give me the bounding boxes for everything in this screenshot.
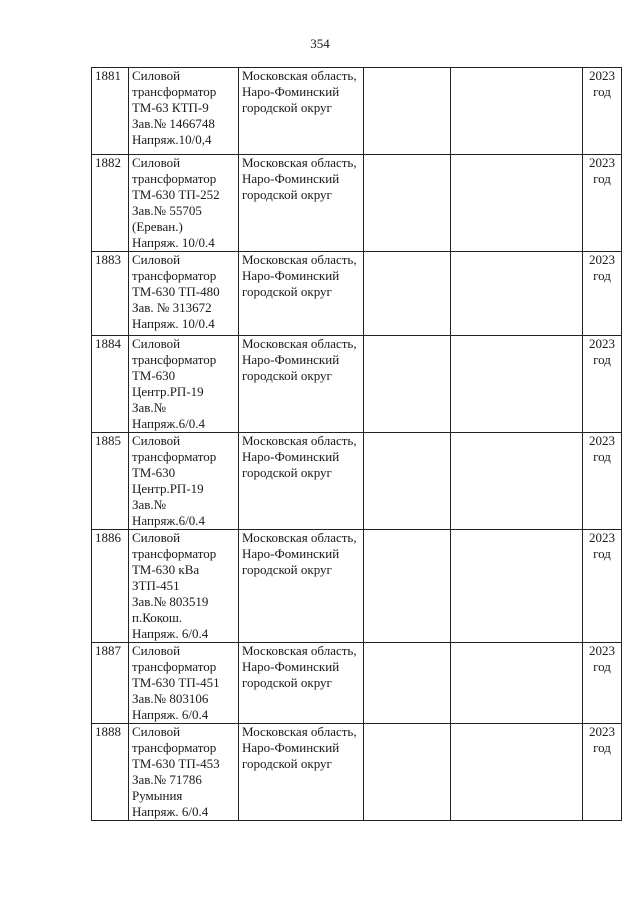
description-line: Напряж.6/0.4 <box>132 416 206 431</box>
table-row <box>92 724 622 821</box>
description-line: Напряж. 6/0.4 <box>132 707 209 722</box>
year-cell <box>583 433 622 530</box>
description-line: Напряж. 10/0.4 <box>132 316 215 331</box>
location-line: городской округ <box>242 465 332 480</box>
description-line: Силовой <box>132 530 181 545</box>
description-line: Силовой <box>132 433 181 448</box>
empty-cell <box>364 336 451 433</box>
empty-cell <box>364 643 451 724</box>
table-row <box>92 68 622 155</box>
table-row <box>92 643 622 724</box>
empty-cell <box>364 433 451 530</box>
description-cell <box>129 530 239 643</box>
year-line: год <box>593 171 611 186</box>
empty-cell <box>451 155 583 252</box>
year-cell <box>583 724 622 821</box>
year-line: 2023 <box>589 155 615 170</box>
location-line: городской округ <box>242 562 332 577</box>
year-line: год <box>593 352 611 367</box>
description-cell <box>129 336 239 433</box>
description-line: Силовой <box>132 724 181 739</box>
empty-cell <box>364 68 451 155</box>
row-number-cell: 1884 <box>92 336 129 433</box>
year-line: 2023 <box>589 433 615 448</box>
description-line: ТМ-630 <box>132 465 176 480</box>
year-line: год <box>593 449 611 464</box>
description-line: трансформатор <box>132 659 217 674</box>
empty-cell <box>451 530 583 643</box>
description-line: ТМ-630 <box>132 368 176 383</box>
page-number: 354 <box>310 36 330 51</box>
description-line: ТМ-63 КТП-9 <box>132 100 209 115</box>
year-line: 2023 <box>589 68 615 83</box>
location-line: Наро-Фоминский <box>242 352 340 367</box>
year-line: 2023 <box>589 336 615 351</box>
description-line: Силовой <box>132 336 181 351</box>
table-row <box>92 433 622 530</box>
table-row <box>92 252 622 336</box>
location-cell <box>239 530 364 643</box>
description-line: трансформатор <box>132 740 217 755</box>
description-line: трансформатор <box>132 268 217 283</box>
location-line: Московская область, <box>242 724 357 739</box>
description-line: Напряж.10/0,4 <box>132 132 212 147</box>
location-line: городской округ <box>242 187 332 202</box>
description-line: (Ереван.) <box>132 219 183 234</box>
description-line: Центр.РП-19 <box>132 384 204 399</box>
location-cell <box>239 336 364 433</box>
location-line: Московская область, <box>242 252 357 267</box>
empty-cell <box>364 724 451 821</box>
table-row <box>92 336 622 433</box>
year-line: год <box>593 659 611 674</box>
location-line: Наро-Фоминский <box>242 449 340 464</box>
year-line: год <box>593 268 611 283</box>
description-line: Напряж. 6/0.4 <box>132 626 209 641</box>
year-line: 2023 <box>589 724 615 739</box>
location-line: городской округ <box>242 284 332 299</box>
empty-cell <box>451 724 583 821</box>
location-cell <box>239 643 364 724</box>
table-row <box>92 155 622 252</box>
row-number-cell: 1885 <box>92 433 129 530</box>
empty-cell <box>364 155 451 252</box>
row-number-cell: 1883 <box>92 252 129 336</box>
location-line: городской округ <box>242 675 332 690</box>
location-line: городской округ <box>242 368 332 383</box>
location-line: Московская область, <box>242 336 357 351</box>
empty-cell <box>451 252 583 336</box>
year-cell <box>583 336 622 433</box>
row-number-cell: 1888 <box>92 724 129 821</box>
location-line: Московская область, <box>242 530 357 545</box>
description-cell <box>129 155 239 252</box>
description-line: ТМ-630 кВа <box>132 562 200 577</box>
description-line: ТМ-630 ТП-480 <box>132 284 220 299</box>
description-line: ТМ-630 ТП-451 <box>132 675 220 690</box>
location-line: Московская область, <box>242 68 357 83</box>
location-line: городской округ <box>242 100 332 115</box>
description-cell <box>129 643 239 724</box>
location-line: Московская область, <box>242 643 357 658</box>
year-line: год <box>593 84 611 99</box>
description-line: Зав. № 313672 <box>132 300 212 315</box>
location-cell <box>239 252 364 336</box>
description-line: Румыния <box>132 788 183 803</box>
year-line: 2023 <box>589 530 615 545</box>
registry-table <box>91 67 622 821</box>
location-line: Наро-Фоминский <box>242 268 340 283</box>
description-line: Зав.№ 803519 <box>132 594 209 609</box>
description-line: Силовой <box>132 155 181 170</box>
year-cell <box>583 530 622 643</box>
description-line: Напряж.6/0.4 <box>132 513 206 528</box>
year-cell <box>583 252 622 336</box>
empty-cell <box>451 68 583 155</box>
location-line: Наро-Фоминский <box>242 84 340 99</box>
year-cell <box>583 155 622 252</box>
registry-table-body <box>92 68 622 821</box>
description-line: Зав.№ 71786 <box>132 772 202 787</box>
empty-cell <box>451 336 583 433</box>
description-line: ТМ-630 ТП-252 <box>132 187 220 202</box>
description-line: Зав.№ 1466748 <box>132 116 215 131</box>
year-cell <box>583 643 622 724</box>
description-line: Силовой <box>132 68 181 83</box>
location-cell <box>239 433 364 530</box>
row-number-cell: 1887 <box>92 643 129 724</box>
description-line: трансформатор <box>132 546 217 561</box>
description-cell <box>129 68 239 155</box>
description-line: Центр.РП-19 <box>132 481 204 496</box>
description-line: Зав.№ <box>132 497 167 512</box>
description-line: трансформатор <box>132 171 217 186</box>
year-line: 2023 <box>589 252 615 267</box>
year-line: год <box>593 740 611 755</box>
description-line: трансформатор <box>132 352 217 367</box>
description-line: Напряж. 10/0.4 <box>132 235 215 250</box>
location-line: Наро-Фоминский <box>242 546 340 561</box>
description-line: Силовой <box>132 643 181 658</box>
row-number-cell: 1882 <box>92 155 129 252</box>
empty-cell <box>451 643 583 724</box>
table-row <box>92 530 622 643</box>
description-line: Зав.№ <box>132 400 167 415</box>
location-cell <box>239 724 364 821</box>
year-line: 2023 <box>589 643 615 658</box>
description-cell <box>129 724 239 821</box>
description-line: Зав.№ 55705 <box>132 203 202 218</box>
location-line: Московская область, <box>242 433 357 448</box>
description-line: ТМ-630 ТП-453 <box>132 756 220 771</box>
empty-cell <box>364 530 451 643</box>
row-number-cell: 1886 <box>92 530 129 643</box>
location-line: Наро-Фоминский <box>242 659 340 674</box>
description-line: Зав.№ 803106 <box>132 691 209 706</box>
row-number-cell: 1881 <box>92 68 129 155</box>
description-line: Напряж. 6/0.4 <box>132 804 209 819</box>
location-cell <box>239 68 364 155</box>
empty-cell <box>364 252 451 336</box>
location-line: Наро-Фоминский <box>242 740 340 755</box>
description-line: ЗТП-451 <box>132 578 180 593</box>
location-line: Наро-Фоминский <box>242 171 340 186</box>
description-line: трансформатор <box>132 449 217 464</box>
location-line: Московская область, <box>242 155 357 170</box>
description-cell <box>129 252 239 336</box>
description-line: трансформатор <box>132 84 217 99</box>
description-line: Силовой <box>132 252 181 267</box>
year-line: год <box>593 546 611 561</box>
description-cell <box>129 433 239 530</box>
location-cell <box>239 155 364 252</box>
location-line: городской округ <box>242 756 332 771</box>
empty-cell <box>451 433 583 530</box>
description-line: п.Кокош. <box>132 610 183 625</box>
year-cell <box>583 68 622 155</box>
